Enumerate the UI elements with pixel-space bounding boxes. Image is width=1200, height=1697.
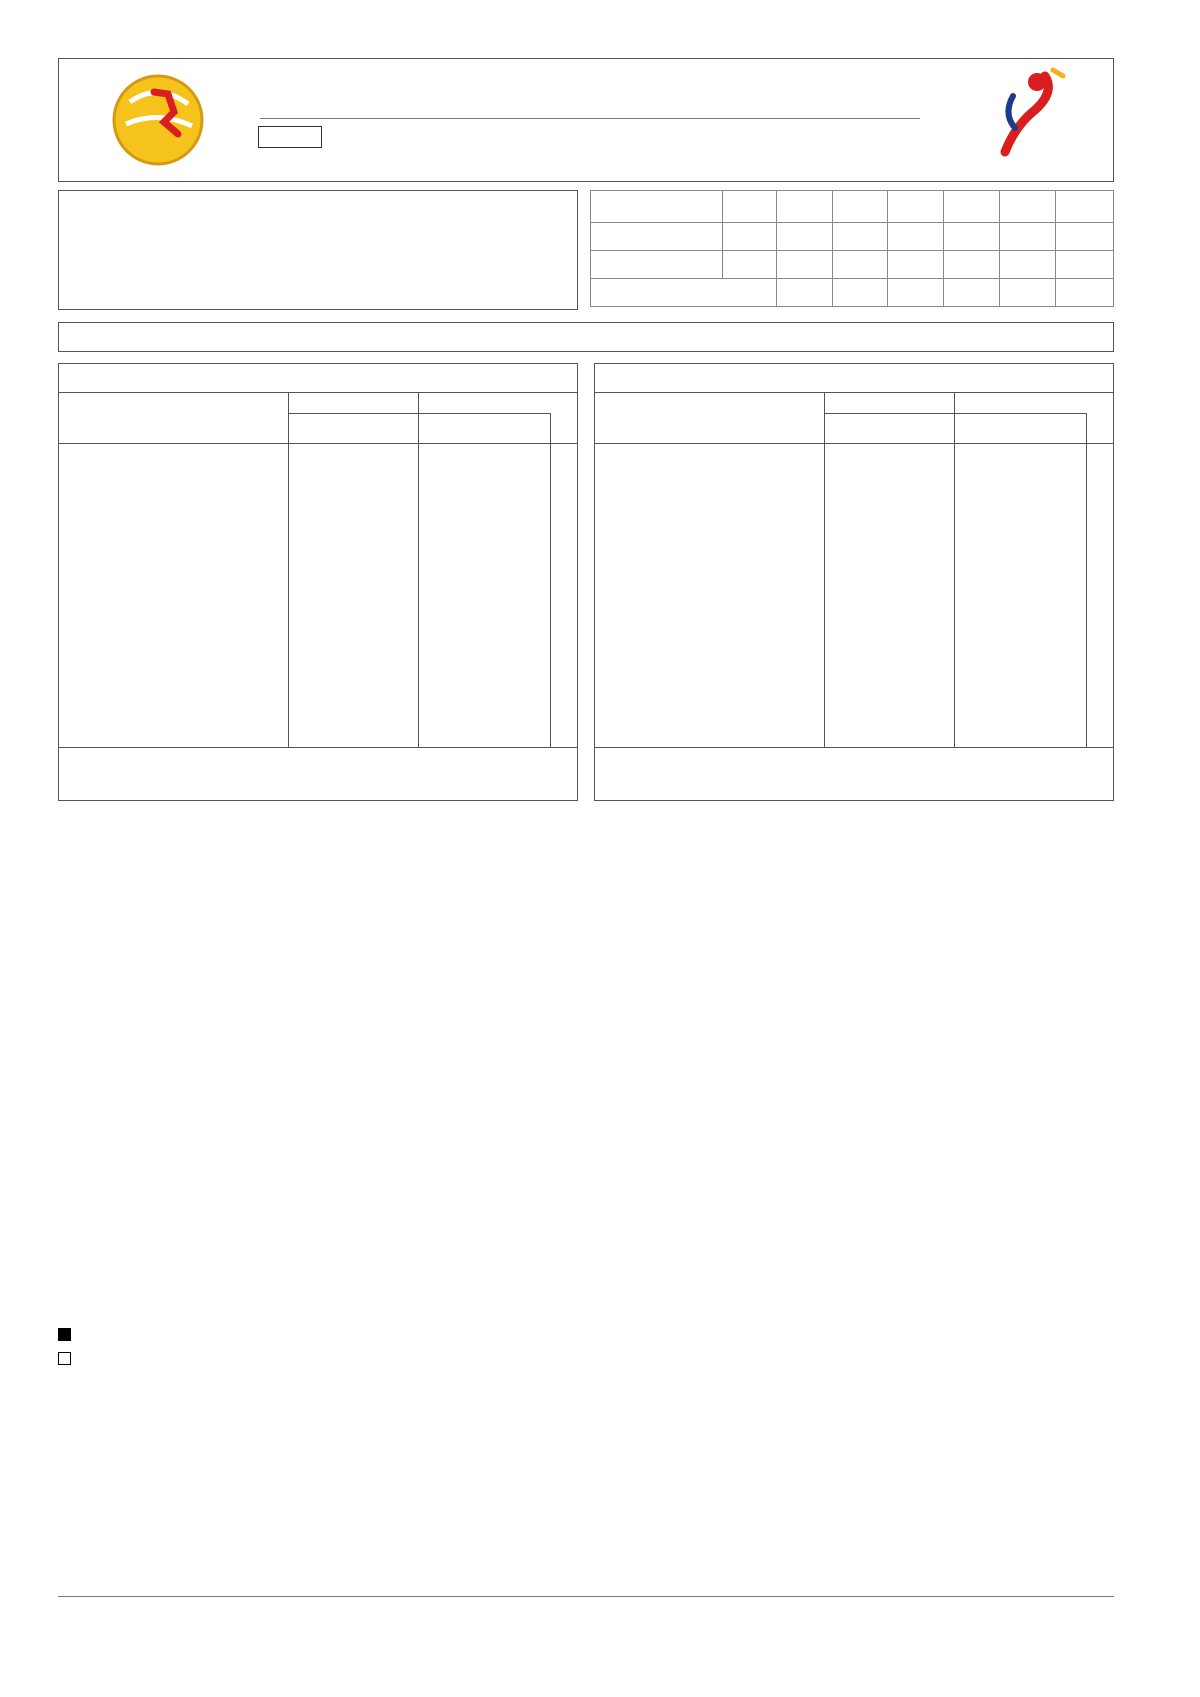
set-duration — [832, 279, 888, 307]
score-set — [1000, 223, 1056, 251]
score-total — [1056, 251, 1114, 279]
legend-starting — [58, 1327, 79, 1344]
team-b-header-rule — [594, 443, 1114, 444]
team-b-total-left-rule — [1086, 413, 1087, 747]
cvl-logo — [975, 62, 1075, 174]
score-header-set5 — [1000, 191, 1056, 223]
set-duration — [1000, 279, 1056, 307]
score-team-name — [591, 251, 723, 279]
set-duration-row — [591, 279, 1114, 307]
score-set — [832, 251, 888, 279]
team-a-header-rule — [58, 443, 578, 444]
score-sets-won — [722, 223, 776, 251]
score-table — [590, 190, 1114, 307]
score-header-set2 — [832, 191, 888, 223]
team-b-box — [594, 363, 1114, 801]
team-b-coach-rule — [594, 747, 1114, 748]
title-divider — [260, 118, 920, 119]
empty-square-icon — [58, 1352, 71, 1365]
score-team-name — [591, 223, 723, 251]
score-set — [776, 223, 832, 251]
set-duration-label — [591, 279, 777, 307]
set-duration — [888, 279, 944, 307]
score-row-team-a — [591, 223, 1114, 251]
set-duration-total — [1056, 279, 1114, 307]
team-a-total-left-rule — [550, 413, 551, 747]
team-a-lineup-left-rule — [288, 392, 289, 747]
score-set — [888, 223, 944, 251]
score-set — [776, 251, 832, 279]
team-b-lineup-left-rule — [824, 392, 825, 747]
score-set — [832, 223, 888, 251]
report-code — [258, 126, 322, 148]
team-b-lineup-rule — [824, 413, 1086, 414]
team-b-title-rule — [594, 392, 1114, 393]
score-header-set1 — [776, 191, 832, 223]
score-set — [944, 223, 1000, 251]
score-header-set4 — [944, 191, 1000, 223]
header-box — [58, 58, 1114, 182]
match-info-box — [58, 190, 578, 310]
team-a-lineup-rule — [288, 413, 550, 414]
team-a-box — [58, 363, 578, 801]
score-set — [944, 251, 1000, 279]
footer-rule — [58, 1596, 1114, 1597]
team-a-coach-rule — [58, 747, 578, 748]
score-header-row — [591, 191, 1114, 223]
filled-square-icon — [58, 1328, 71, 1341]
score-set — [1000, 251, 1056, 279]
set-duration — [944, 279, 1000, 307]
score-sets-won — [722, 251, 776, 279]
score-header-teams — [591, 191, 723, 223]
set-duration — [776, 279, 832, 307]
score-header-sets — [722, 191, 776, 223]
cva-logo — [108, 72, 208, 168]
legend-substitute — [58, 1351, 79, 1368]
team-a-title-rule — [58, 392, 578, 393]
score-header-total — [1056, 191, 1114, 223]
score-header-set3 — [888, 191, 944, 223]
score-total — [1056, 223, 1114, 251]
score-row-team-b — [591, 251, 1114, 279]
team-a-pbs-left-rule — [418, 392, 419, 747]
score-set — [888, 251, 944, 279]
team-b-pbs-left-rule — [954, 392, 955, 747]
referees-box — [58, 322, 1114, 352]
